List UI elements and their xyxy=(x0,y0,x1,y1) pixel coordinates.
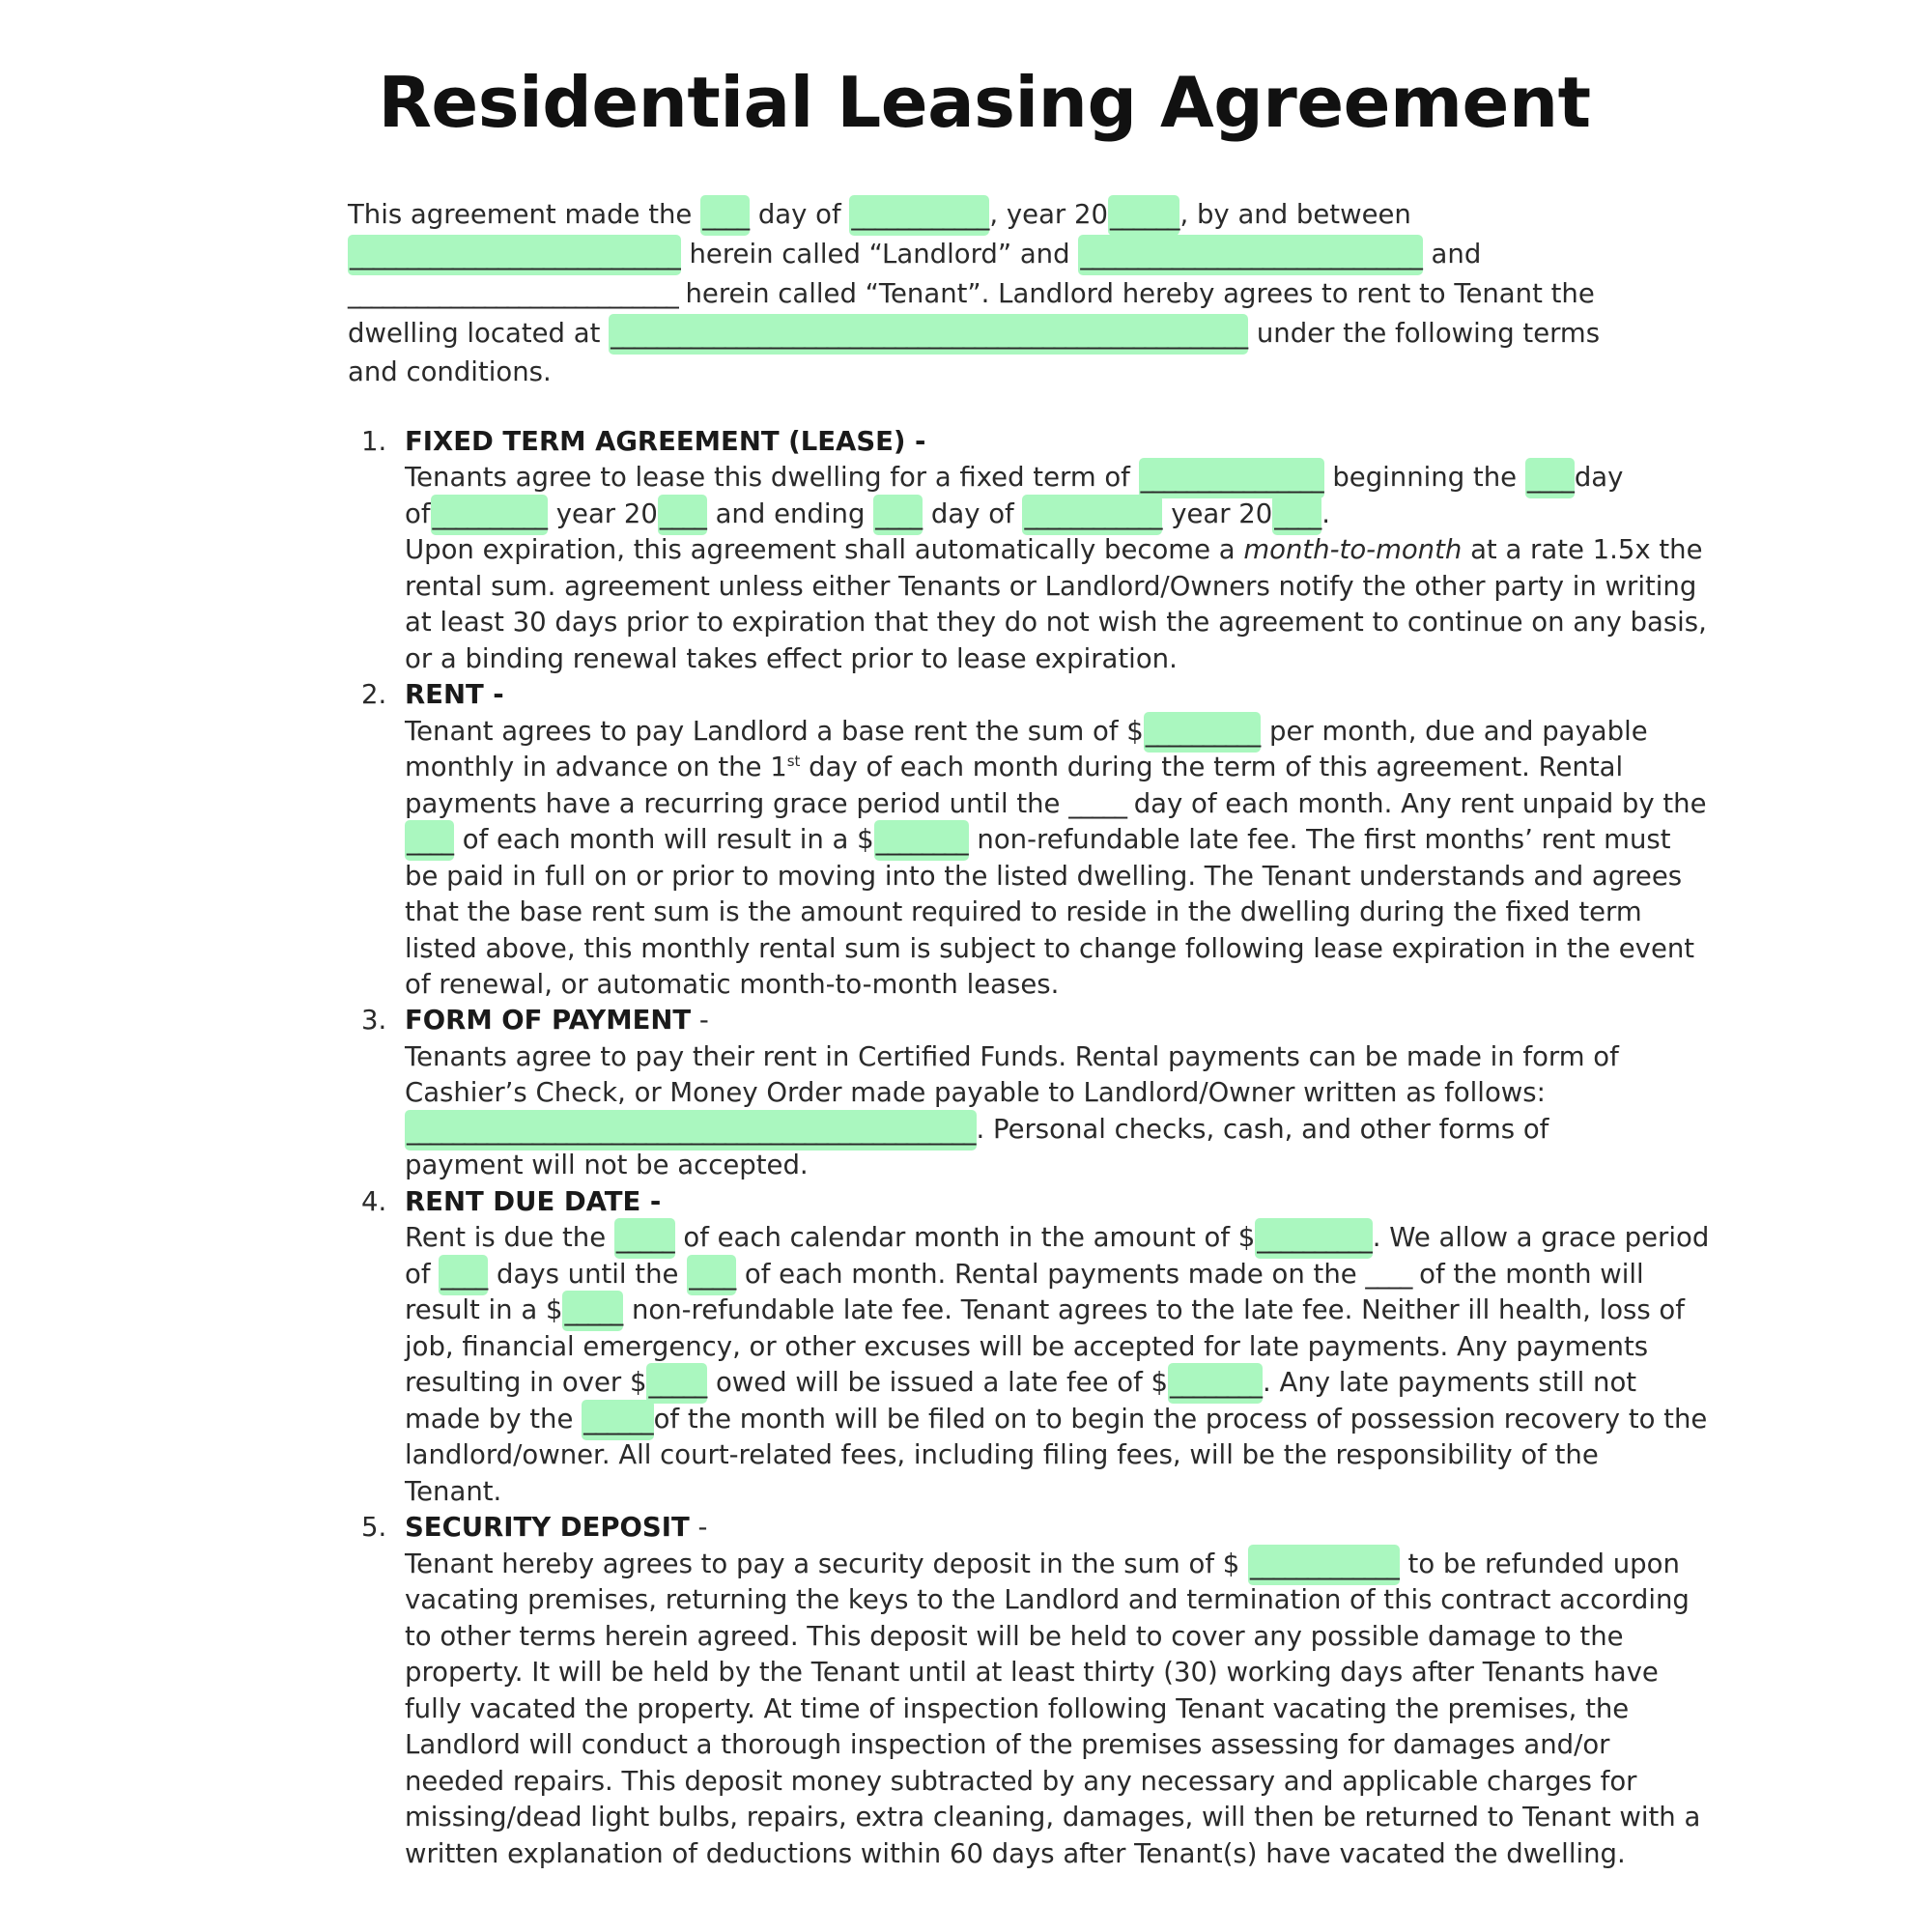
intro-line xyxy=(348,195,1411,234)
section-text: result in a $ xyxy=(405,1294,563,1325)
section-heading: FIXED TERM AGREEMENT (LEASE) - xyxy=(405,426,926,457)
section-text: monthly in advance on the 1 xyxy=(405,752,787,782)
section-text: to be refunded upon xyxy=(1399,1548,1680,1579)
section-text: . Any late payments still not xyxy=(1263,1367,1637,1398)
start-year-field[interactable]: ____ xyxy=(658,495,707,535)
start-day-field[interactable]: ____ xyxy=(1525,458,1575,498)
section-text: Upon expiration, this agreement shall automatically become a xyxy=(405,534,1244,565)
start-month-field[interactable]: __________ xyxy=(431,495,549,535)
section-text: non-refundable late fee. The first months’ rent must xyxy=(968,824,1671,855)
emphasis-text: month-to-month xyxy=(1243,534,1463,565)
section-heading: FORM OF PAYMENT xyxy=(405,1005,692,1036)
section-line xyxy=(405,1400,1707,1438)
section-text: payments have a recurring grace period until the xyxy=(405,788,1069,819)
section-line xyxy=(405,1545,1680,1583)
section-line xyxy=(405,1255,1644,1293)
section-text: owed will be issued a late fee of $ xyxy=(707,1367,1169,1398)
section-text: days until the xyxy=(488,1259,688,1290)
section-text: day of each month during the term of this agreement. Rental xyxy=(800,752,1624,782)
overdue-threshold-field[interactable]: _____ xyxy=(646,1363,707,1404)
section-line xyxy=(405,784,1707,823)
section-line: be paid in full on or prior to moving into the listed dwelling. The Tenant understands and agrees xyxy=(405,861,1683,892)
section-number: 2. xyxy=(361,679,387,710)
intro-text: and conditions. xyxy=(348,356,552,387)
section-line: payment will not be accepted. xyxy=(405,1150,809,1180)
section-heading-line xyxy=(405,1001,709,1039)
base-rent-field[interactable]: __________ xyxy=(1144,712,1262,753)
section-text: beginning the xyxy=(1323,462,1525,493)
section-line: needed repairs. This deposit money subtracted by any necessary and applicable charges for xyxy=(405,1766,1637,1797)
section-line: to other terms herein agreed. This deposit will be held to cover any possible damage to the xyxy=(405,1621,1624,1652)
end-year-field[interactable]: ____ xyxy=(1272,495,1321,535)
section-number: 4. xyxy=(361,1186,387,1217)
fixed-term-field[interactable]: ________________ xyxy=(1139,458,1324,498)
agreement-month-field[interactable]: ____________ xyxy=(849,195,989,236)
section-number: 3. xyxy=(361,1005,387,1036)
section-text: non-refundable late fee. Tenant agrees to the late fee. Neither ill health, loss of xyxy=(623,1294,1685,1325)
monthly-amount-field[interactable]: __________ xyxy=(1255,1218,1373,1259)
section-line: that the base rent sum is the amount required to reside in the dwelling during the fixed term xyxy=(405,896,1642,927)
section-text: Tenants agree to lease this dwelling for a fixed term of xyxy=(405,462,1139,493)
landlord-name-field[interactable]: _____________________________ xyxy=(348,235,681,275)
section-text: at a rate 1.5x the xyxy=(1462,534,1703,565)
section-text: day of xyxy=(923,498,1023,529)
section-line xyxy=(405,530,1703,569)
section-line: or a binding renewal takes effect prior to lease expiration. xyxy=(405,643,1178,674)
section-line: rental sum. agreement unless either Tenants or Landlord/Owners notify the other party in writing xyxy=(405,571,1697,602)
section-line: Tenant. xyxy=(405,1476,502,1507)
section-line xyxy=(405,495,1330,533)
grace-period-blank: _____ xyxy=(1068,788,1125,819)
grace-until-day-field[interactable]: ____ xyxy=(687,1255,736,1295)
section-line: property. It will be held by the Tenant until at least thirty (30) working days after Tenants have xyxy=(405,1657,1659,1688)
section-line xyxy=(405,1110,1548,1149)
end-day-field[interactable]: ____ xyxy=(873,495,923,535)
section-text: . xyxy=(1321,498,1331,529)
late-day-field[interactable]: ____ xyxy=(405,820,454,861)
section-text: of the month will be filed on to begin the process of possession recovery to the xyxy=(653,1404,1708,1435)
section-line xyxy=(405,458,1623,497)
intro-text: , year 20 xyxy=(989,199,1108,230)
intro-line xyxy=(348,235,1481,273)
section-text: made by the xyxy=(405,1404,582,1435)
section-line: missing/dead light bulbs, repairs, extra cleaning, damages, will then be returned to Tenant with a xyxy=(405,1802,1701,1833)
section-heading: RENT DUE DATE - xyxy=(405,1186,662,1217)
section-text: Tenant hereby agrees to pay a security deposit in the sum of $ xyxy=(405,1548,1249,1579)
section-text: - xyxy=(689,1512,708,1543)
section-line xyxy=(405,748,1623,786)
intro-text: under the following terms xyxy=(1248,318,1601,349)
section-line: at least 30 days prior to expiration that they do not wish the agreement to continue on any basis, xyxy=(405,607,1707,638)
section-text: and ending xyxy=(706,498,874,529)
grace-days-field[interactable]: ____ xyxy=(439,1255,488,1295)
end-month-field[interactable]: ____________ xyxy=(1022,495,1162,535)
tenant-name-blank: _____________________________ xyxy=(348,278,677,309)
section-text: day of each month. Any rent unpaid by the xyxy=(1124,788,1707,819)
section-line: written explanation of deductions within 60 days after Tenant(s) have vacated the dwelling. xyxy=(405,1838,1626,1869)
section-text: of each calendar month in the amount of $ xyxy=(674,1222,1256,1253)
section-number: 1. xyxy=(361,426,387,457)
section-text: Rent is due the xyxy=(405,1222,614,1253)
intro-text: and xyxy=(1422,239,1482,270)
agreement-year-field[interactable]: ______ xyxy=(1108,195,1180,236)
section-text: of the month will xyxy=(1410,1259,1644,1290)
section-text: . We allow a grace period xyxy=(1372,1222,1710,1253)
section-line: job, financial emergency, or other excuses will be accepted for late payments. Any payments xyxy=(405,1331,1649,1362)
section-line xyxy=(405,820,1671,859)
section-line: Landlord will conduct a thorough inspection of the premises assessing for damages and/or xyxy=(405,1729,1610,1760)
intro-line xyxy=(348,314,1600,353)
intro-text: , by and between xyxy=(1179,199,1411,230)
section-text: - xyxy=(691,1005,709,1036)
section-text: year 20 xyxy=(548,498,658,529)
document-title: Residential Leasing Agreement xyxy=(378,62,1591,143)
section-line: Cashier’s Check, or Money Order made payable to Landlord/Owner written as follows: xyxy=(405,1077,1546,1108)
overdue-late-fee-field[interactable]: ________ xyxy=(1168,1363,1263,1404)
late-fee-field[interactable]: ________ xyxy=(874,820,969,861)
intro-text: herein called “Tenant”. Landlord hereby agrees to rent to Tenant the xyxy=(676,278,1595,309)
section-text: year 20 xyxy=(1162,498,1273,529)
section-heading: RENT - xyxy=(405,679,504,710)
section-line xyxy=(405,1291,1685,1329)
intro-text: herein called “Landlord” and xyxy=(680,239,1079,270)
intro-text: day of xyxy=(750,199,850,230)
payee-field[interactable]: __________________________________________________ xyxy=(405,1110,977,1151)
section-text: day xyxy=(1574,462,1624,493)
section-heading-line xyxy=(405,1508,707,1547)
section-line xyxy=(405,1218,1709,1257)
section-heading: SECURITY DEPOSIT xyxy=(405,1512,690,1543)
ordinal-suffix: st xyxy=(786,752,801,770)
agreement-day-field[interactable]: ____ xyxy=(700,195,750,236)
intro-text: This agreement made the xyxy=(348,199,701,230)
section-text: . Personal checks, cash, and other forms of xyxy=(976,1114,1549,1145)
section-text: Tenant agrees to pay Landlord a base rent the sum of $ xyxy=(405,716,1144,747)
section-line: listed above, this monthly rental sum is subject to change following lease expiration in the event xyxy=(405,933,1695,964)
intro-line xyxy=(348,353,552,391)
section-line: landlord/owner. All court-related fees, including filing fees, will be the responsibility of the xyxy=(405,1439,1599,1470)
section-number: 5. xyxy=(361,1512,387,1543)
section-line: Tenants agree to pay their rent in Certified Funds. Rental payments can be made in form of xyxy=(405,1041,1619,1072)
intro-line xyxy=(348,274,1595,313)
late-fee-amount-field[interactable]: _____ xyxy=(562,1291,623,1331)
due-day-field[interactable]: _____ xyxy=(614,1218,675,1259)
section-line: fully vacated the property. At time of inspection following Tenant vacating the premises, the xyxy=(405,1693,1630,1724)
section-line: of renewal, or automatic month-to-month leases. xyxy=(405,969,1060,1000)
dwelling-address-field[interactable]: ________________________________________________________ xyxy=(609,314,1248,355)
section-line xyxy=(405,712,1648,751)
section-line xyxy=(405,1363,1636,1402)
section-line: vacating premises, returning the keys to the Landlord and termination of this contract according xyxy=(405,1584,1690,1615)
section-text: of each month will result in a $ xyxy=(454,824,874,855)
tenant-name-field[interactable]: ______________________________ xyxy=(1078,235,1423,275)
filing-day-field[interactable]: ______ xyxy=(582,1400,654,1440)
security-deposit-field[interactable]: _____________ xyxy=(1248,1545,1400,1585)
section-text: of xyxy=(405,498,431,529)
section-text: per month, due and payable xyxy=(1261,716,1648,747)
section-text: of each month. Rental payments made on the xyxy=(736,1259,1366,1290)
section-text: resulting in over $ xyxy=(405,1367,647,1398)
intro-text: dwelling located at xyxy=(348,318,610,349)
section-text: of xyxy=(405,1259,440,1290)
late-payment-day-blank: ____ xyxy=(1365,1259,1411,1290)
